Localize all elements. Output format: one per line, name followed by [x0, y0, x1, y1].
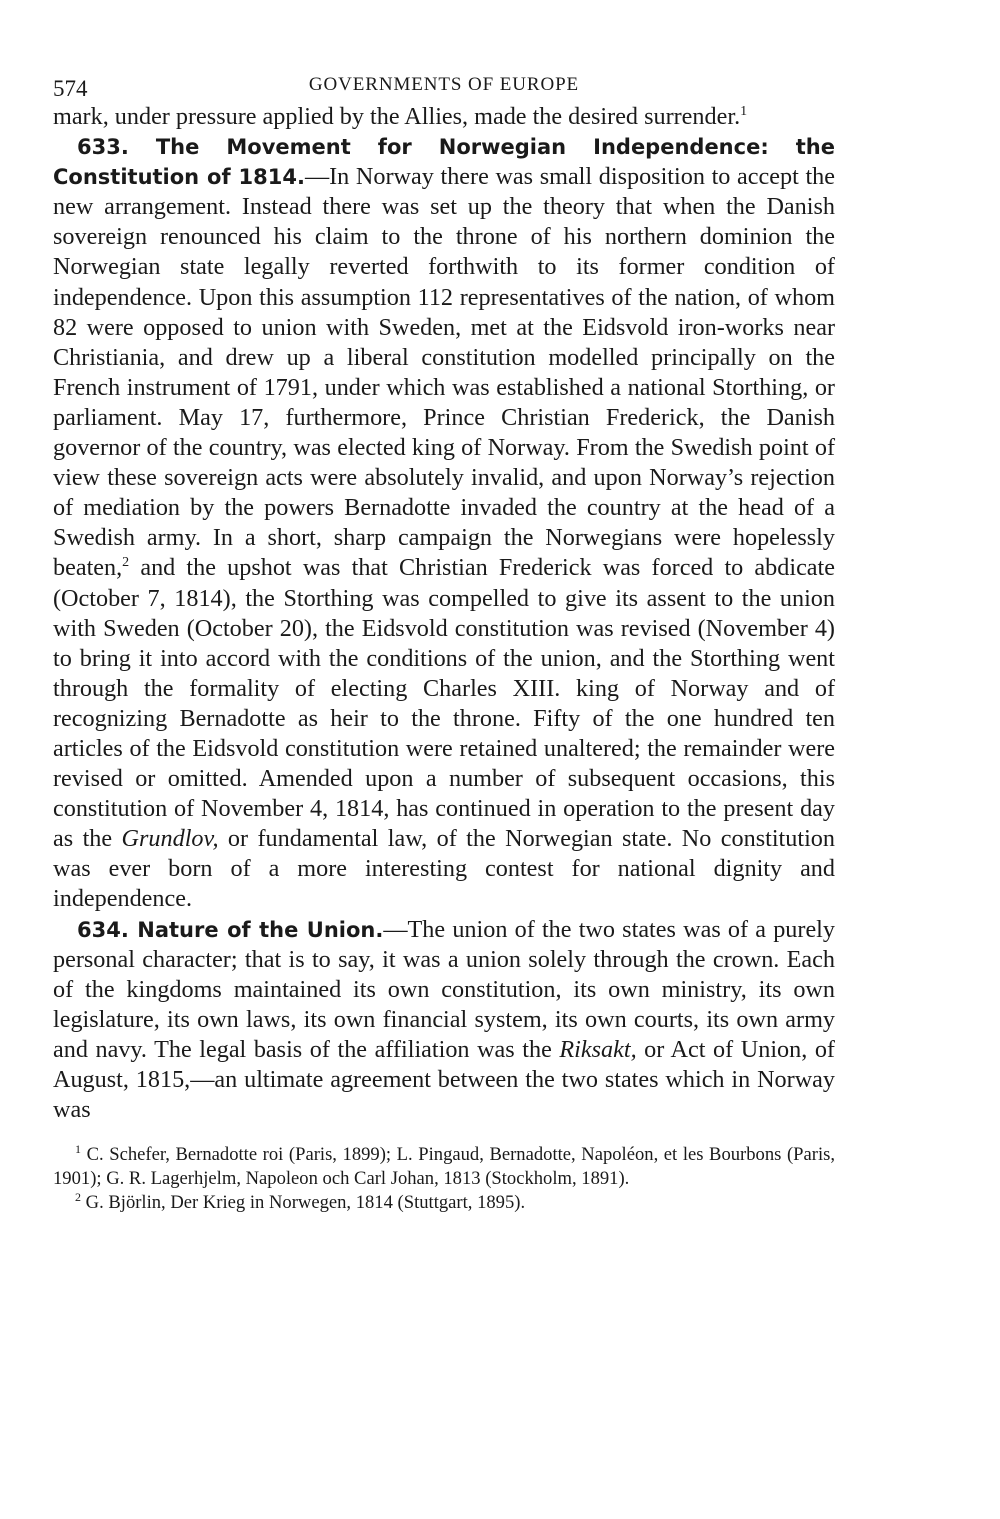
- page-number: 574: [53, 76, 88, 101]
- italic-term-riksakt: Riksakt,: [559, 1035, 637, 1063]
- footnote-reference: 2: [122, 555, 130, 571]
- paragraph-text: or fundamental law, of the Norwegian state. No constitution was ever born of a more interesting contest for national dignity and independence.: [53, 825, 835, 913]
- running-head: [53, 68, 835, 102]
- paragraph-continuation: [53, 102, 835, 132]
- body-text: [53, 102, 835, 1125]
- footnote-mark: 2: [75, 1190, 81, 1204]
- section-heading-633: 633. The Movement for Norwegian Independence: the Constitution of 1814.: [53, 135, 835, 190]
- paragraph-text: mark, under pressure applied by the Allies, made the desired surrender.: [53, 103, 741, 130]
- paragraph-text: —In Norway there was small disposition to accept the new arrangement. Instead there was set up the theory that when the Danish sovereign renounced his claim to the throne of his northern dominion the Norwegian state legally reverted forthwith to its former condition of independence. Upon this assumption 112 representatives of the nation, of whom 82 were opposed to union with Sweden, met at the Eidsvold iron-works near Christiania, and drew up a liberal constitution modelled principally on the French instrument of 1791, under which was established a national Storthing, or parliament. May 17, furthermore, Prince Christian Frederick, the Danish governor of the country, was elected king of Norway. From the Swedish point of view these sovereign acts were absolutely invalid, and upon Norway’s rejection of mediation by the powers Bernadotte invaded the country at the head of a Swedish army. In a short, sharp campaign the Norwegians were hopelessly beaten,: [53, 163, 835, 582]
- running-title: GOVERNMENTS OF EUROPE: [308, 74, 580, 95]
- paragraph-633: [53, 132, 835, 914]
- footnote-reference: 1: [740, 103, 748, 119]
- footnote-1: [53, 1143, 835, 1191]
- book-page: [53, 68, 835, 1215]
- footnote-text: G. Björlin, Der Krieg in Norwegen, 1814 (Stuttgart, 1895).: [81, 1192, 526, 1214]
- paragraph-text: or Act of Union, of August, 1815,—an ultimate agreement between the two states which in Norway was: [53, 1035, 835, 1124]
- footnote-mark: 1: [75, 1142, 81, 1156]
- italic-term-grundlov: Grundlov,: [121, 825, 219, 853]
- paragraph-text: —The union of the two states was of a purely personal character; that is to say, it was a union solely through the crown. Each of the kingdoms maintained its own constitution, its own ministry, its own legislature, its own laws, its own financial system, its own courts, its own army and navy. The legal basis of the affiliation was the: [53, 915, 835, 1063]
- paragraph-634: [53, 915, 835, 1126]
- footnotes: [53, 1143, 835, 1215]
- footnote-text: C. Schefer, Bernadotte roi (Paris, 1899); L. Pingaud, Bernadotte, Napoléon, et les Bourbons (Paris, 1901); G. R. Lagerhjelm, Napoleon och Carl Johan, 1813 (Stockholm, 1891).: [53, 1144, 835, 1190]
- footnote-2: [53, 1191, 835, 1215]
- paragraph-text: and the upshot was that Christian Frederick was forced to abdicate (October 7, 1814), the Storthing was compelled to give its assent to the union with Sweden (October 20), the Eidsvold constitution was revised (November 4) to bring it into accord with the conditions of the union, and the Storthing went through the formality of electing Charles XIII. king of Norway and of recognizing Bernadotte as heir to the throne. Fifty of the one hundred ten articles of the Eidsvold constitution were retained unaltered; the remainder were revised or omitted. Amended upon a number of subsequent occasions, this constitution of November 4, 1814, has continued in operation to the present day as the: [53, 554, 835, 853]
- section-heading-634: 634. Nature of the Union.: [77, 917, 384, 942]
